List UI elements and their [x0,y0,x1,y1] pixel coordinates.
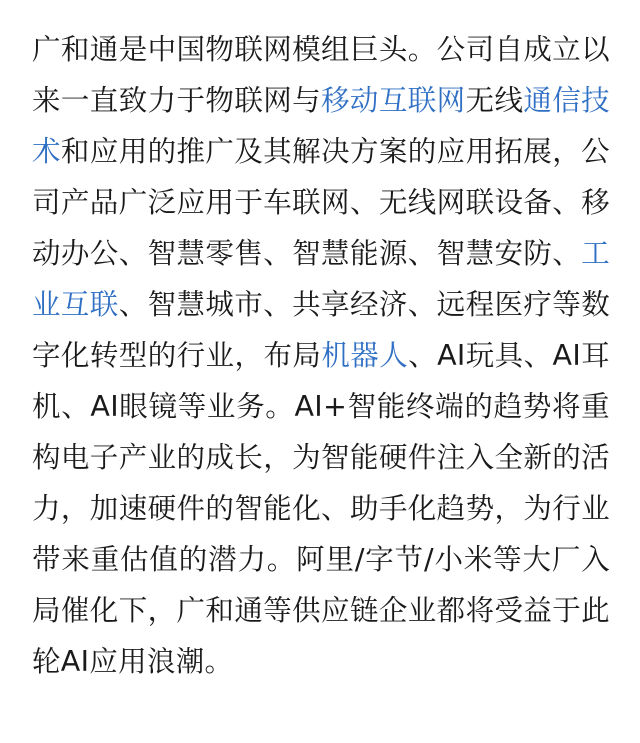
text-segment: 和应用的推广及其解决方案的应用拓展，公司产品广泛应用于车联网、无线网联设备、移动办公、智慧零售、智慧能源、智慧安防、 [32,135,610,270]
text-segment: 无线 [465,84,524,117]
link-mobile-internet[interactable]: 移动互联网 [321,84,466,117]
text-segment: 、AI玩具、AI耳机、AI眼镜等业务。AI+智能终端的趋势将重构电子产业的成长，为智能硬件注入全新的活力，加速硬件的智能化、助手化趋势，为行业带来重估值的潜力。阿里/字节/小米等大厂入局催化下，广和通等供应链企业都将受益于此轮AI应用浪潮。 [32,339,610,678]
link-communication-technology[interactable]: 通信技术 [32,84,610,168]
text-segment: 广和通是中国物联网模组巨头。公司自成立以来一直致力于物联网与 [32,33,610,117]
link-industrial-internet[interactable]: 工业互联 [32,237,610,321]
link-robot[interactable]: 机器人 [321,339,409,372]
text-segment: 、智慧城市、共享经济、远程医疗等数字化转型的行业，布局 [32,288,610,372]
